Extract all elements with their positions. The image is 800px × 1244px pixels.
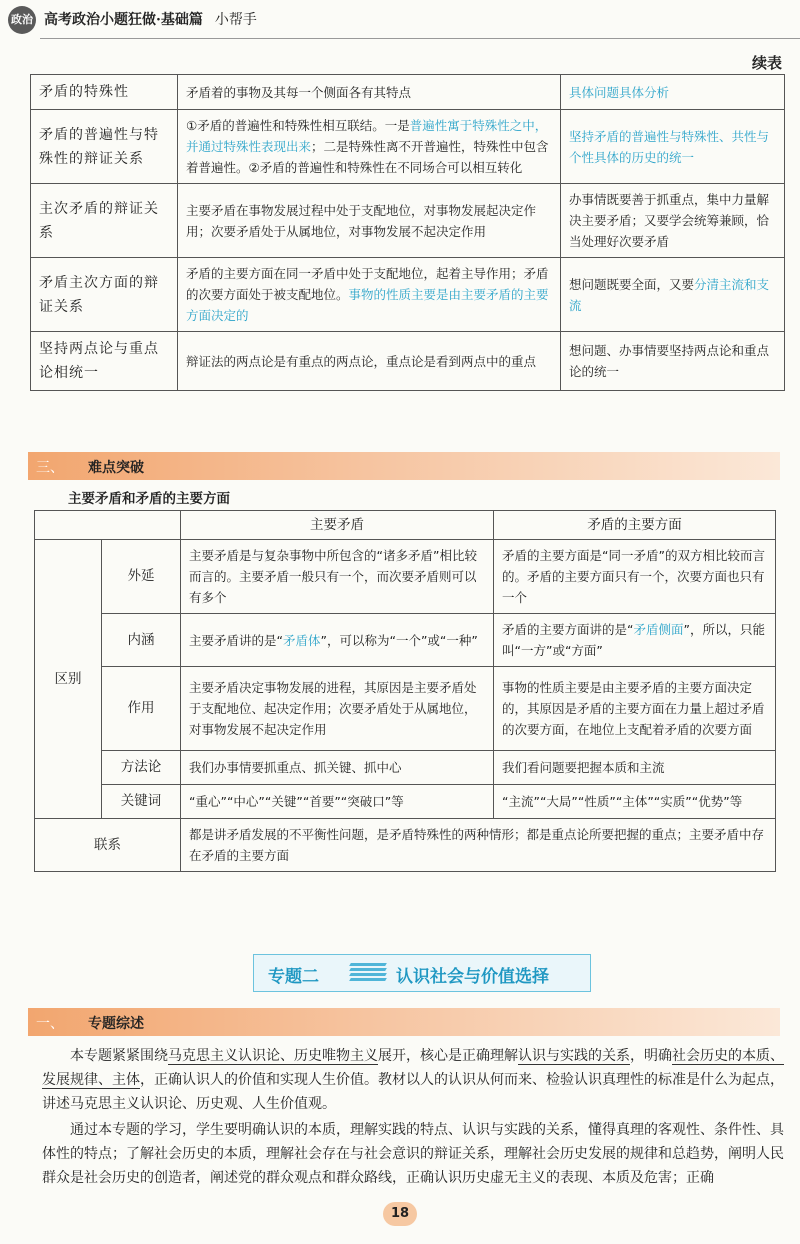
text-segment: “重心”“中心”“关键”“首要”“突破口”等	[189, 794, 404, 809]
text-segment: 展开，核心是正确理解	[378, 1048, 518, 1064]
col-header-main: 主要矛盾	[181, 511, 494, 540]
section-band-difficulty: 三、 难点突破	[28, 452, 780, 480]
table-row	[35, 751, 776, 785]
highlight-text: 坚持矛盾的普遍性与特殊性、共性与个性具体的历史的统一	[569, 128, 770, 165]
content-cell	[178, 75, 561, 110]
text-segment: 想问题、办事情要坚持两点论和重点论的统一	[569, 343, 770, 379]
principal-aspect-cell	[494, 751, 776, 785]
highlight-text: 矛盾侧面	[633, 622, 684, 637]
method-cell	[561, 110, 785, 184]
text-segment: ；二是特殊性离不开普遍性，特殊性中包含着普遍性。②矛盾的普遍性和特殊性在不同场合可以相互转化	[186, 139, 549, 175]
table-row	[31, 184, 785, 258]
subheading: 主要矛盾和矛盾的主要方面	[68, 491, 230, 507]
continued-label: 续表	[751, 54, 782, 72]
main-contradiction-cell	[181, 751, 494, 785]
highlight-text: 分清主流和支流	[569, 276, 770, 313]
row-label: 外延	[102, 540, 181, 614]
highlight-text: 具体问题具体分析	[569, 84, 670, 100]
text-segment: 事物的性质主要是由主要矛盾的主要方面决定的，其原因是矛盾的主要方面在力量上超过矛盾的次要方面，在地位上支配着矛盾的次要方面	[502, 680, 765, 737]
text-segment: ①矛盾的普遍性和特殊性相互联结。一是	[186, 118, 410, 133]
page-number: 18	[383, 1202, 417, 1226]
text-segment: 辩证法的两点论是有重点的两点论，重点论是看到两点中的重点	[186, 353, 537, 369]
row-label: 联系	[35, 819, 181, 872]
comparison-table	[34, 510, 776, 872]
underlined-text: 马克思主义认识论、历史唯物主义	[168, 1048, 378, 1064]
section-title: 难点突破	[88, 460, 144, 476]
concept-cell: 矛盾的普遍性与特殊性的辩证关系	[31, 110, 178, 184]
content-cell	[178, 110, 561, 184]
header-subtitle: 小帮手	[214, 12, 257, 28]
text-segment: 矛盾的主要方面是“同一矛盾”的双方相比较而言的。矛盾的主要方面只有一个，次要方面也只有一个	[502, 548, 765, 605]
text-segment: 矛盾的主要方面在同一矛盾中处于支配地位，起着主导作用；矛盾的次要方面处于被支配地位。	[186, 266, 549, 302]
col-header-aspect: 矛盾的主要方面	[494, 511, 776, 540]
text-segment: ，明确	[630, 1048, 672, 1064]
topic-banner	[253, 954, 591, 992]
page-header	[0, 0, 800, 40]
table-corner	[35, 511, 181, 540]
stripes-icon	[350, 963, 386, 983]
content-cell	[178, 332, 561, 391]
table-row	[31, 258, 785, 332]
header-rule	[40, 38, 800, 39]
table-row	[31, 332, 785, 391]
table-row	[35, 785, 776, 819]
underlined-text: 认识与实践的关系	[518, 1048, 630, 1064]
method-cell	[561, 258, 785, 332]
row-label: 内涵	[102, 614, 181, 667]
highlight-text: 事物的性质主要是由主要矛盾的主要方面决定的	[186, 287, 549, 323]
text-segment: 主要矛盾讲的是“	[189, 632, 283, 648]
content-cell	[178, 258, 561, 332]
concept-cell: 主次矛盾的辩证关系	[31, 184, 178, 258]
table-row	[35, 819, 776, 872]
principal-aspect-cell	[494, 785, 776, 819]
text-segment: ，正确认识人的价值和实现人生价值。教材以人的认识从何而来、检验认识真理性的标准是什么为起点，讲述马克思主义认识论、历史观、人生价值观。	[42, 1072, 784, 1112]
table-row	[31, 75, 785, 110]
contradiction-table	[30, 74, 785, 391]
table-row	[35, 667, 776, 751]
text-segment: 主要矛盾是与复杂事物中所包含的“诸多矛盾”相比较而言的。主要矛盾一般只有一个，而次要矛盾则可以有多个	[189, 548, 477, 605]
text-segment: “主流”“大局”“性质”“主体”“实质”“优势”等	[502, 794, 743, 809]
row-label: 作用	[102, 667, 181, 751]
text-segment: ”，可以称为“一个”或“一种”	[320, 632, 478, 648]
underlined-text: 社会历史的本质、发展规律、主体	[42, 1048, 784, 1088]
text-segment: 想问题既要全面，又要	[569, 276, 695, 292]
text-segment: 矛盾的主要方面讲的是“	[502, 622, 634, 637]
group-label: 区别	[35, 540, 102, 819]
principal-aspect-cell	[494, 667, 776, 751]
row-label: 方法论	[102, 751, 181, 785]
book-logo-icon: 政治	[8, 6, 36, 34]
header-title: 高考政治小题狂做·基础篇 小帮手	[44, 12, 257, 28]
section-band-overview: 一、 专题综述	[28, 1008, 780, 1036]
highlight-text: 矛盾体	[282, 632, 321, 648]
principal-aspect-cell	[494, 614, 776, 667]
text-segment: 我们办事情要抓重点、抓关键、抓中心	[189, 760, 402, 775]
text-segment: 我们看问题要把握本质和主流	[502, 760, 665, 775]
method-cell	[561, 75, 785, 110]
text-segment: 主要矛盾决定事物发展的进程，其原因是主要矛盾处于支配地位、起决定作用；次要矛盾处于从属地位，对事物发展不起决定作用	[189, 680, 477, 737]
principal-aspect-cell	[494, 540, 776, 614]
text-segment: 矛盾着的事物及其每一个侧面各有其特点	[186, 84, 412, 100]
text-segment: ”，所以，只能叫“一方”或“方面”	[502, 622, 765, 658]
overview-paragraph-2	[42, 1118, 784, 1190]
table-row	[35, 540, 776, 614]
method-cell	[561, 332, 785, 391]
main-contradiction-cell	[181, 785, 494, 819]
main-contradiction-cell	[181, 540, 494, 614]
row-label: 关键词	[102, 785, 181, 819]
text-segment: 本专题紧紧围绕	[70, 1048, 168, 1064]
concept-cell: 矛盾主次方面的辩证关系	[31, 258, 178, 332]
text-segment: 办事情既要善于抓重点，集中力量解决主要矛盾；又要学会统筹兼顾，恰当处理好次要矛盾	[569, 192, 770, 249]
concept-cell: 坚持两点论与重点论相统一	[31, 332, 178, 391]
main-contradiction-cell	[181, 667, 494, 751]
main-contradiction-cell	[181, 614, 494, 667]
content-cell	[178, 184, 561, 258]
topic-title: 认识社会与价值选择	[396, 967, 549, 987]
text-segment: 主要矛盾在事物发展过程中处于支配地位，对事物发展起决定作用；次要矛盾处于从属地位，对事物发展不起决定作用	[186, 202, 537, 239]
highlight-text: 普遍性寓于特殊性之中，并通过特殊性表现出来	[186, 118, 548, 154]
table-row	[35, 614, 776, 667]
method-cell	[561, 184, 785, 258]
table-row	[31, 110, 785, 184]
text-segment: 通过本专题的学习，学生要明确认识的本质，理解实践的特点、认识与实践的关系，懂得真理的客观性、条件性、具体性的特点；了解社会历史的本质，理解社会存在与社会意识的辩证关系，理解社会历史发展的规律和总趋势，阐明人民群众是社会历史的创造者，阐述党的群众观点和群众路线，正确认识历史虚无主义的表现、本质及危害；正确	[42, 1122, 784, 1186]
link-cell: 都是讲矛盾发展的不平衡性问题，是矛盾特殊性的两种情形；都是重点论所要把握的重点；主要矛盾中存在矛盾的主要方面	[181, 819, 776, 872]
section-title: 专题综述	[88, 1016, 144, 1032]
topic-number: 专题二	[268, 967, 319, 987]
overview-paragraph-1	[42, 1044, 784, 1116]
concept-cell: 矛盾的特殊性	[31, 75, 178, 110]
